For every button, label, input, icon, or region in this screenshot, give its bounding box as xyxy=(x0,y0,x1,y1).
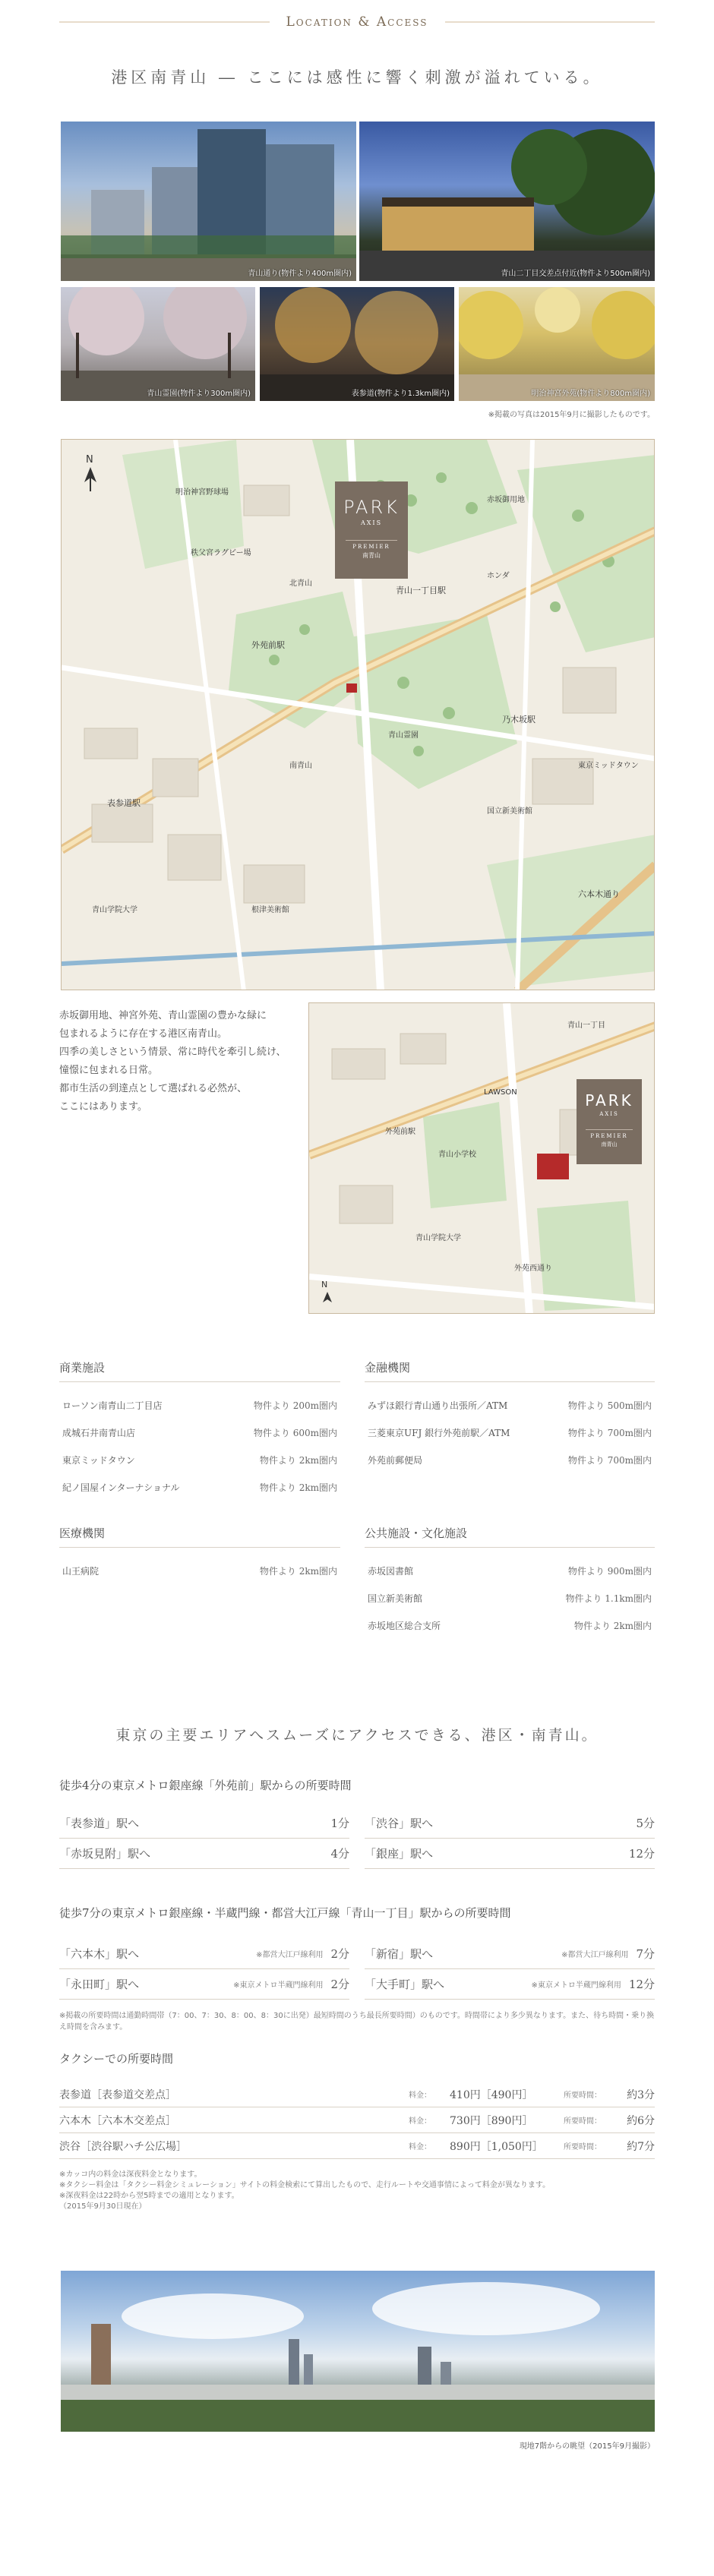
map-label: ホンダ xyxy=(487,572,510,580)
map-label: 北青山 xyxy=(289,579,312,588)
facility-distance: 物件より 200m圏内 xyxy=(253,1400,337,1411)
facility-name: 東京ミッドタウン xyxy=(62,1454,135,1466)
photo-aoyama-cemetery xyxy=(61,287,255,401)
map-label: 青山霊園 xyxy=(388,731,419,740)
route-row xyxy=(365,1808,655,1839)
facility-distance: 物件より 900m圏内 xyxy=(567,1565,652,1577)
facility-title: 公共施設・文化施設 xyxy=(365,1525,655,1548)
access-title: 徒歩4分の東京メトロ銀座線「外苑前」駅からの所要時間 xyxy=(59,1779,352,1792)
taxi-fare: 410円［490円］ xyxy=(450,2088,533,2101)
facility-distance: 物件より 700m圏内 xyxy=(567,1454,652,1466)
list-item xyxy=(59,1557,340,1584)
logo-tier: PREMIER xyxy=(586,1129,633,1139)
route-minutes: 2分 xyxy=(330,1947,349,1961)
headline-access: 東京の主要エリアへスムーズにアクセスできる、港区・南青山。 xyxy=(115,1727,599,1744)
photo-caption: 表参道(物件より1.3km圏内) xyxy=(351,390,450,398)
intro-line: 都市生活の到達点として選ばれる必然が、 xyxy=(59,1083,248,1094)
facility-name: ローソン南青山二丁目店 xyxy=(62,1400,163,1411)
section-header xyxy=(59,11,655,33)
route-name: 「赤坂見附」駅へ xyxy=(59,1847,151,1861)
route-minutes: 5分 xyxy=(636,1817,655,1830)
list-item xyxy=(59,1473,340,1501)
map-label: 秩父宮ラグビー場 xyxy=(191,549,251,557)
facility-public xyxy=(365,1525,655,1639)
photo-aoyama-dori xyxy=(61,122,356,281)
facility-distance: 物件より 700m圏内 xyxy=(567,1427,652,1438)
facility-title: 医療機関 xyxy=(59,1525,340,1548)
fare-label: 料金： xyxy=(409,2117,431,2126)
logo-sub: AXIS xyxy=(360,519,383,526)
map-label: 外苑前駅 xyxy=(251,640,285,650)
route-minutes: 12分 xyxy=(628,1978,655,1991)
taxi-row xyxy=(59,2107,655,2133)
list-item xyxy=(59,1419,340,1446)
map-large[interactable] xyxy=(61,439,655,990)
route-minutes: 4分 xyxy=(330,1847,349,1861)
map-label: 青山小学校 xyxy=(438,1151,476,1159)
taxi-fare: 890円［1,050円］ xyxy=(450,2140,543,2153)
facility-medical xyxy=(59,1525,340,1584)
route-via: ※都営大江戸線利用 xyxy=(561,1951,629,1959)
photo-jingu-gaien xyxy=(459,287,655,401)
route-row xyxy=(365,1969,655,2000)
facility-distance: 物件より 2km圏内 xyxy=(259,1482,337,1493)
ginkgo-illustration xyxy=(459,287,655,401)
access-title: 徒歩7分の東京メトロ銀座線・半蔵門線・都営大江戸線「青山一丁目」駅からの所要時間 xyxy=(59,1906,511,1920)
facility-distance: 物件より 2km圏内 xyxy=(259,1454,337,1466)
map-label: 青山学院大学 xyxy=(92,906,137,914)
taxi-section xyxy=(59,2050,655,2212)
facility-name: 三菱東京UFJ 銀行外苑前駅／ATM xyxy=(368,1427,510,1438)
divider xyxy=(445,21,656,23)
facility-name: みずほ銀行青山通り出張所／ATM xyxy=(368,1400,508,1411)
facility-distance: 物件より 500m圏内 xyxy=(567,1400,652,1411)
taxi-row xyxy=(59,2133,655,2159)
route-row xyxy=(365,1839,655,1869)
facility-name: 成城石井南青山店 xyxy=(62,1427,136,1438)
photo-caption: 青山霊園(物件より300m圏内) xyxy=(147,390,251,398)
skyline-illustration xyxy=(61,2271,655,2432)
route-via: ※都営大江戸線利用 xyxy=(256,1951,324,1959)
facility-distance: 物件より 2km圏内 xyxy=(259,1565,337,1577)
photo-note: ※掲載の写真は2015年9月に撮影したものです。 xyxy=(488,411,655,419)
headline-location: 港区南青山 ― ここには感性に響く刺激が溢れている。 xyxy=(111,68,603,87)
taxi-fare: 730円［890円］ xyxy=(450,2114,533,2127)
list-item xyxy=(365,1584,655,1612)
list-item xyxy=(365,1612,655,1639)
time-note: ※掲載の所要時間は通勤時間帯（7：00、7：30、8：00、8：30に出発）最短時間のうち最長所要時間）のものです。時間帯により多少異なります。また、待ち時間・乗り換え時間を含みます。 xyxy=(59,2012,655,2031)
time-label: 所要時間： xyxy=(564,2091,602,2100)
map-label: 国立新美術館 xyxy=(487,807,532,816)
route-name: 「表参道」駅へ xyxy=(59,1817,140,1830)
cherry-illustration xyxy=(61,287,255,401)
route-row xyxy=(59,1939,349,1969)
map-label: 六本木通り xyxy=(578,889,620,899)
route-minutes: 1分 xyxy=(330,1817,349,1830)
panorama-caption: 現地7階からの眺望（2015年9月撮影） xyxy=(519,2442,655,2451)
route-via: ※東京メトロ半蔵門線利用 xyxy=(233,1981,324,1990)
route-via: ※東京メトロ半蔵門線利用 xyxy=(531,1981,621,1990)
map-label: 南青山 xyxy=(289,762,312,770)
taxi-destination: 表参道［表参道交差点］ xyxy=(59,2088,176,2101)
route-name: 「大手町」駅へ xyxy=(365,1978,445,1991)
taxi-destination: 渋谷［渋谷駅ハチ公広場］ xyxy=(59,2140,187,2153)
map-label: 根津美術館 xyxy=(251,906,289,914)
taxi-note: ※タクシー料金は「タクシー料金シミュレーション」サイトの料金検索にて算出したもので、走行ルートや交通事情によって料金が異なります。 xyxy=(59,2181,551,2189)
route-name: 「永田町」駅へ xyxy=(59,1978,140,1991)
facility-distance: 物件より 600m圏内 xyxy=(253,1427,337,1438)
fare-label: 料金： xyxy=(409,2143,431,2151)
facility-title: 金融機関 xyxy=(365,1359,655,1382)
list-item xyxy=(365,1391,655,1419)
logo-place: 南青山 xyxy=(601,1141,618,1148)
map-label: 明治神宮野球場 xyxy=(175,488,229,497)
taxi-note: ※深夜料金は22時から翌5時までの適用となります。 xyxy=(59,2192,239,2200)
facility-title: 商業施設 xyxy=(59,1359,340,1382)
logo-tier: PREMIER xyxy=(346,540,397,550)
time-label: 所要時間： xyxy=(564,2143,602,2151)
svg-text:N: N xyxy=(86,454,93,466)
photo-caption: 青山通り(物件より400m圏内) xyxy=(248,270,352,278)
route-minutes: 12分 xyxy=(628,1847,655,1861)
taxi-destination: 六本木［六本木交差点］ xyxy=(59,2114,176,2127)
list-item xyxy=(365,1446,655,1473)
taxi-notes xyxy=(59,2170,655,2212)
facility-name: 赤坂図書館 xyxy=(368,1565,414,1577)
taxi-note: ※カッコ内の料金は深夜料金となります。 xyxy=(59,2170,202,2179)
illumination-illustration xyxy=(260,287,454,401)
route-row xyxy=(59,1808,349,1839)
photo-omotesando xyxy=(260,287,454,401)
photo-panorama xyxy=(61,2271,655,2432)
map-label: 表参道駅 xyxy=(107,798,141,808)
taxi-time: 約6分 xyxy=(627,2114,655,2127)
route-minutes: 2分 xyxy=(330,1978,349,1991)
facility-name: 赤坂地区総合支所 xyxy=(368,1620,441,1631)
logo-brand: PARK xyxy=(585,1091,633,1110)
map-label: LAWSON xyxy=(484,1088,517,1097)
time-label: 所要時間： xyxy=(564,2117,602,2126)
logo-sub: AXIS xyxy=(599,1111,619,1117)
route-row xyxy=(59,1969,349,2000)
logo-place: 南青山 xyxy=(362,552,381,559)
taxi-time: 約3分 xyxy=(627,2088,655,2101)
route-name: 「新宿」駅へ xyxy=(365,1947,434,1961)
route-minutes: 7分 xyxy=(636,1947,655,1961)
building-illustration xyxy=(61,122,356,281)
taxi-title: タクシーでの所要時間 xyxy=(59,2052,174,2066)
facility-name: 外苑前郵便局 xyxy=(368,1454,423,1466)
photo-aoyama-2chome xyxy=(359,122,655,281)
intro-line: 憧憬に包まれる日常。 xyxy=(59,1065,159,1076)
fare-label: 料金： xyxy=(409,2091,431,2100)
list-item xyxy=(59,1391,340,1419)
facility-name: 国立新美術館 xyxy=(368,1593,423,1604)
route-name: 「渋谷」駅へ xyxy=(365,1817,434,1830)
park-axis-logo xyxy=(335,481,408,579)
logo-brand: PARK xyxy=(343,497,400,518)
intro-line: 包まれるように存在する港区南青山。 xyxy=(59,1028,228,1040)
map-small[interactable] xyxy=(308,1002,655,1314)
list-item xyxy=(365,1557,655,1584)
route-row xyxy=(59,1839,349,1869)
route-name: 「六本木」駅へ xyxy=(59,1947,140,1961)
intro-line: 赤坂御用地、神宮外苑、青山霊園の豊かな緑に xyxy=(59,1010,267,1021)
intro-line: 四季の美しさという情景、常に時代を牽引し続け、 xyxy=(59,1046,286,1058)
access-aoyama-itchome xyxy=(59,1905,655,2033)
facility-name: 山王病院 xyxy=(62,1565,100,1577)
map-label: 乃木坂駅 xyxy=(502,715,536,724)
map-label: 外苑西通り xyxy=(514,1264,552,1273)
street-illustration xyxy=(359,122,655,281)
section-title: Location & Access xyxy=(286,14,428,30)
taxi-note: （2015年9月30日現在） xyxy=(59,2202,147,2211)
photo-caption: 明治神宮外苑(物件より800m圏内) xyxy=(531,390,650,398)
map-label: 東京ミッドタウン xyxy=(578,762,639,770)
route-name: 「銀座」駅へ xyxy=(365,1847,434,1861)
list-item xyxy=(59,1446,340,1473)
map-label: 青山一丁目駅 xyxy=(396,586,446,595)
map-label: 赤坂御用地 xyxy=(487,496,525,504)
facility-finance xyxy=(365,1359,655,1473)
facility-name: 紀ノ国屋インターナショナル xyxy=(62,1482,180,1493)
access-gaienmae xyxy=(59,1777,655,1869)
park-axis-logo xyxy=(577,1079,642,1164)
intro-line: ここにはあります。 xyxy=(59,1101,147,1113)
route-row xyxy=(365,1939,655,1969)
map-label: 外苑前駅 xyxy=(385,1128,415,1136)
svg-text:N: N xyxy=(321,1280,328,1290)
list-item xyxy=(365,1419,655,1446)
taxi-row xyxy=(59,2082,655,2107)
taxi-time: 約7分 xyxy=(627,2140,655,2153)
map-label: 青山学院大学 xyxy=(415,1234,461,1242)
map-label: 青山一丁目 xyxy=(567,1021,605,1030)
facility-distance: 物件より 1.1km圏内 xyxy=(565,1593,652,1604)
facility-commerce xyxy=(59,1359,340,1501)
intro-text xyxy=(59,1007,302,1116)
facility-distance: 物件より 2km圏内 xyxy=(573,1620,652,1631)
photo-caption: 青山二丁目交差点付近(物件より500m圏内) xyxy=(501,270,650,278)
divider xyxy=(59,21,270,23)
